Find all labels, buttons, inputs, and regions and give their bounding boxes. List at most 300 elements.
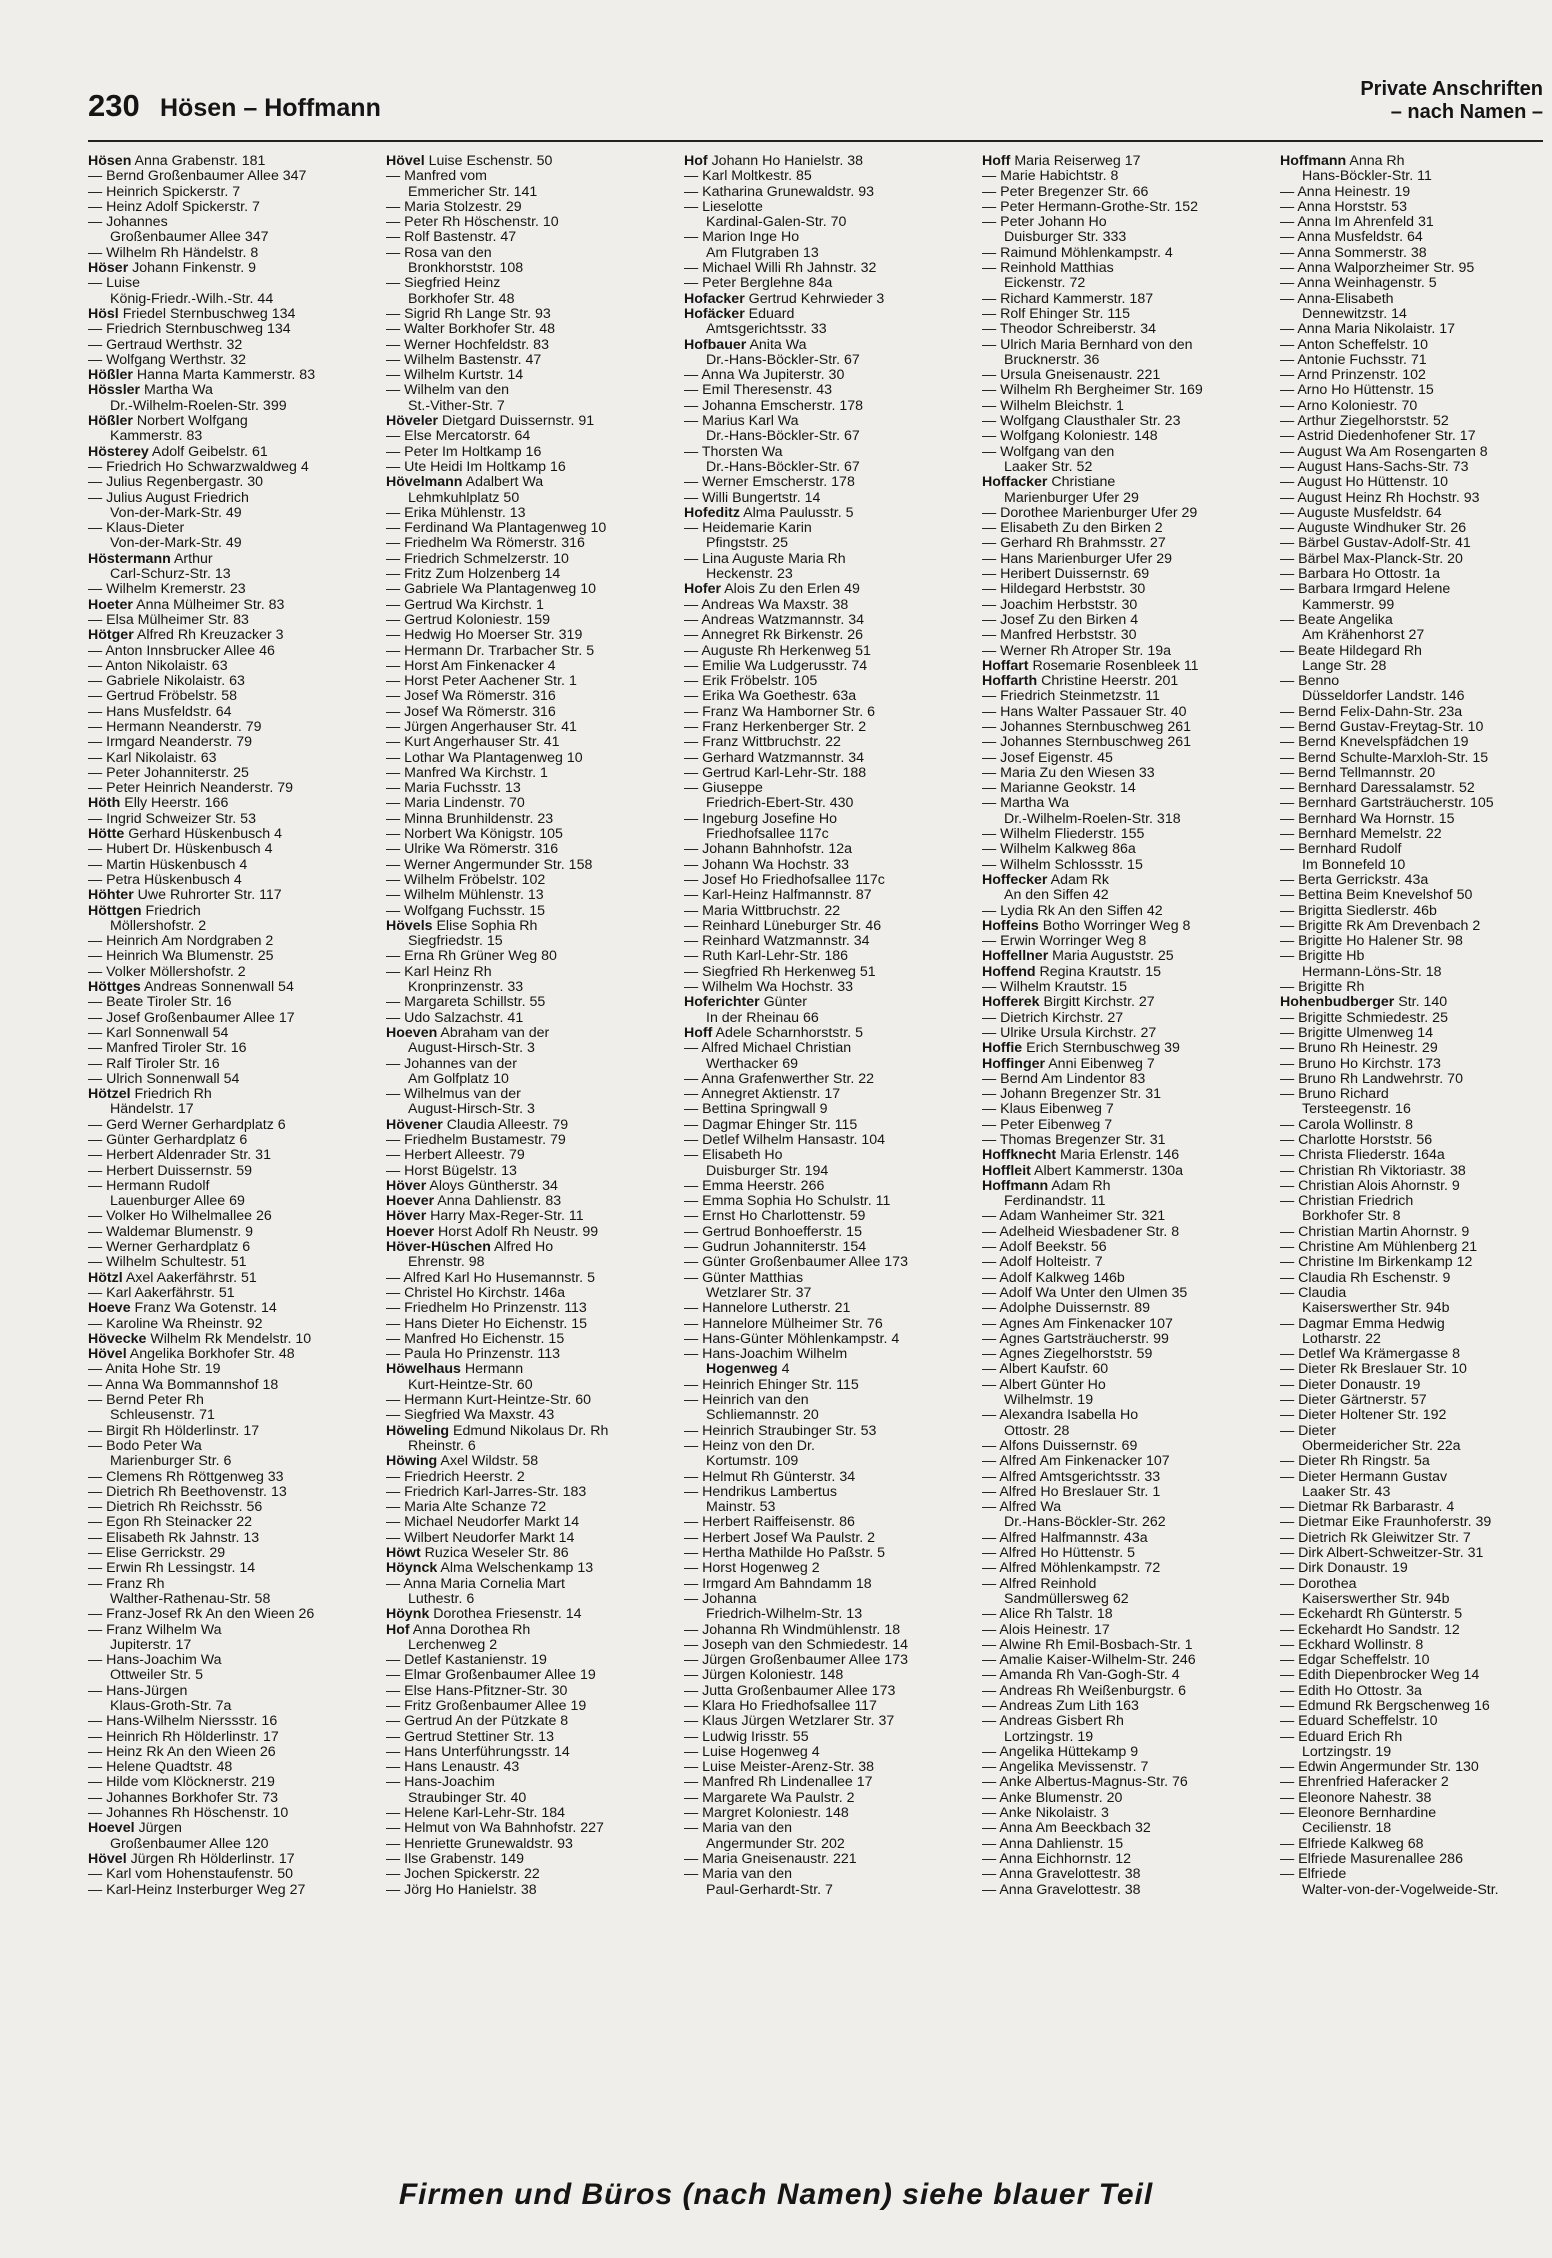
directory-entry: Obermeidericher Str. 22a bbox=[1302, 1438, 1461, 1454]
directory-entry: Möllershofstr. 2 bbox=[110, 918, 207, 934]
directory-entry: — Horst Bügelstr. 13 bbox=[386, 1163, 517, 1179]
directory-entry: — Gabriele Wa Plantagenweg 10 bbox=[386, 582, 597, 598]
directory-entry: Großenbaumer Allee 120 bbox=[110, 1836, 269, 1852]
directory-entry: — Reinhard Lüneburger Str. 46 bbox=[684, 918, 882, 934]
directory-entry: — Bruno Richard bbox=[1280, 1087, 1389, 1103]
directory-entry: — Herbert Raiffeisenstr. 86 bbox=[684, 1515, 855, 1531]
directory-entry: — Hans-Günter Möhlenkampstr. 4 bbox=[684, 1331, 900, 1347]
directory-entry: — Wilhelmus van der bbox=[386, 1087, 521, 1103]
directory-entry: August-Hirsch-Str. 3 bbox=[408, 1041, 535, 1057]
directory-entry: — Lydia Rk An den Siffen 42 bbox=[982, 903, 1163, 919]
directory-entry: Borkhofer Str. 8 bbox=[1302, 1209, 1401, 1225]
directory-entry: — Peter Heinrich Neanderstr. 79 bbox=[88, 781, 294, 797]
directory-entry: — Herbert Duissernstr. 59 bbox=[88, 1163, 253, 1179]
section-label-line-2: – nach Namen – bbox=[1390, 101, 1543, 123]
directory-entry: Bronkhorststr. 108 bbox=[408, 261, 524, 277]
directory-entry: — Henriette Grunewaldstr. 93 bbox=[386, 1836, 573, 1852]
directory-entry: — Alois Heinestr. 17 bbox=[982, 1622, 1110, 1638]
directory-entry: — Agnes Ziegelhorststr. 59 bbox=[982, 1347, 1153, 1363]
directory-entry: — Erwin Worringer Weg 8 bbox=[982, 934, 1147, 950]
directory-entry: — Johannes bbox=[88, 215, 168, 231]
directory-entry: — Volker Möllershofstr. 2 bbox=[88, 964, 246, 980]
directory-entry: Hoffleit Albert Kammerstr. 130a bbox=[982, 1163, 1184, 1179]
directory-entry: Höstermann Arthur bbox=[88, 551, 213, 567]
directory-entry: — Bernd Gustav-Freytag-Str. 10 bbox=[1280, 719, 1484, 735]
directory-entry: — Ruth Karl-Lehr-Str. 186 bbox=[684, 949, 849, 965]
directory-entry: — Thorsten Wa bbox=[684, 444, 783, 460]
directory-entry: — Martha Wa bbox=[982, 796, 1069, 812]
page-title: Hösen – Hoffmann bbox=[160, 94, 381, 122]
directory-entry: — Dagmar Ehinger Str. 115 bbox=[684, 1117, 858, 1133]
directory-entry: Dr.-Hans-Böckler-Str. 67 bbox=[706, 352, 860, 368]
directory-entry: August-Hirsch-Str. 3 bbox=[408, 1102, 535, 1118]
directory-entry: — Bruno Rh Heinestr. 29 bbox=[1280, 1041, 1438, 1057]
directory-entry: Ehrenstr. 98 bbox=[408, 1255, 485, 1271]
directory-entry: Cecilienstr. 18 bbox=[1302, 1821, 1392, 1837]
directory-entry: — Charlotte Horststr. 56 bbox=[1280, 1133, 1433, 1148]
directory-entry: — Lieselotte bbox=[684, 199, 763, 215]
directory-entry: Hoever Horst Adolf Rh Neustr. 99 bbox=[386, 1224, 599, 1240]
directory-entry: Höttgen Friedrich bbox=[88, 903, 201, 919]
directory-entry: — Dieter Donaustr. 19 bbox=[1280, 1377, 1421, 1393]
directory-entry: — Eleonore Nahestr. 38 bbox=[1280, 1790, 1432, 1806]
directory-entry: — Alwine Rh Emil-Bosbach-Str. 1 bbox=[982, 1637, 1193, 1653]
directory-entry: — Werner Gerhardplatz 6 bbox=[88, 1240, 251, 1256]
directory-entry: — Josef Wa Römerstr. 316 bbox=[386, 704, 556, 720]
directory-entry: Walter-von-der-Vogelweide-Str. bbox=[1302, 1882, 1499, 1898]
directory-entry: Paul-Gerhardt-Str. 7 bbox=[706, 1882, 833, 1898]
directory-entry: — Hans-Jürgen bbox=[88, 1683, 188, 1699]
directory-entry: Kammerstr. 99 bbox=[1302, 597, 1395, 613]
directory-entry: — Anna Weinhagenstr. 5 bbox=[1280, 276, 1437, 292]
directory-entry: Tersteegenstr. 16 bbox=[1302, 1102, 1411, 1118]
directory-entry: Hoffart Rosemarie Rosenbleek 11 bbox=[982, 658, 1199, 674]
directory-entry: — Maria Fuchsstr. 13 bbox=[386, 781, 521, 797]
directory-entry: — Brigitte Hb bbox=[1280, 949, 1365, 965]
directory-entry: — Dieter bbox=[1280, 1423, 1336, 1439]
directory-entry: — Erika Mühlenstr. 13 bbox=[386, 505, 526, 521]
directory-entry: Höweling Edmund Nikolaus Dr. Rh bbox=[386, 1423, 609, 1439]
directory-entry: Heckenstr. 23 bbox=[706, 567, 793, 583]
directory-entry: Kardinal-Galen-Str. 70 bbox=[706, 215, 847, 231]
directory-entry: Höttges Andreas Sonnenwall 54 bbox=[88, 980, 294, 996]
directory-entry: — Manfred Ho Eichenstr. 15 bbox=[386, 1331, 565, 1347]
directory-entry: Schleusenstr. 71 bbox=[110, 1408, 215, 1424]
directory-entry: Hoeven Abraham van der bbox=[386, 1025, 550, 1041]
directory-entry: — Anke Blumenstr. 20 bbox=[982, 1790, 1123, 1806]
directory-entry: — Maria Stolzestr. 29 bbox=[386, 199, 522, 215]
directory-entry: — Heinrich Spickerstr. 7 bbox=[88, 184, 241, 200]
directory-entry: — Detlef Wa Krämergasse 8 bbox=[1280, 1347, 1461, 1363]
directory-entry: — Luise Hogenweg 4 bbox=[684, 1744, 820, 1760]
directory-entry: — Auguste Musfeldstr. 64 bbox=[1280, 505, 1442, 521]
directory-entry: Lange Str. 28 bbox=[1302, 658, 1387, 674]
directory-entry: Hohenbudberger Str. 140 bbox=[1280, 995, 1448, 1011]
directory-entry: — Christa Fliederstr. 164a bbox=[1280, 1148, 1445, 1164]
directory-entry: Hötzl Axel Aakerfährstr. 51 bbox=[88, 1270, 257, 1286]
directory-entry: — Ute Heidi Im Holtkamp 16 bbox=[386, 459, 566, 475]
directory-entry: — Anna Walporzheimer Str. 95 bbox=[1280, 261, 1475, 277]
directory-entry: — Franz Herkenberger Str. 2 bbox=[684, 719, 867, 735]
directory-entry: Duisburger Str. 333 bbox=[1004, 230, 1127, 246]
directory-column-3 bbox=[684, 154, 972, 2144]
directory-entry: — Wilhelm Krautstr. 15 bbox=[982, 980, 1128, 996]
directory-entry: — Elfriede Kalkweg 68 bbox=[1280, 1836, 1424, 1852]
directory-entry: — Edmund Rk Bergschenweg 16 bbox=[1280, 1698, 1490, 1714]
directory-entry: — Clemens Rh Röttgenweg 33 bbox=[88, 1469, 284, 1485]
directory-entry: — Horst Am Finkenacker 4 bbox=[386, 658, 556, 674]
directory-entry: — Else Mercatorstr. 64 bbox=[386, 429, 531, 445]
directory-entry: Lortzingstr. 19 bbox=[1302, 1744, 1392, 1760]
directory-entry: — Margareta Schillstr. 55 bbox=[386, 995, 546, 1011]
directory-entry: — Brigitte Ulmenweg 14 bbox=[1280, 1025, 1433, 1041]
directory-entry: — Franz Rh bbox=[88, 1576, 165, 1592]
directory-entry: — Bernhard Rudolf bbox=[1280, 842, 1402, 858]
directory-entry: — Anke Albertus-Magnus-Str. 76 bbox=[982, 1775, 1188, 1791]
directory-entry: — Bernd Tellmannstr. 20 bbox=[1280, 765, 1436, 781]
directory-entry: Hofacker Gertrud Kehrwieder 3 bbox=[684, 291, 885, 307]
directory-entry: — Auguste Rh Herkenweg 51 bbox=[684, 643, 871, 659]
directory-entry: Hoffinger Anni Eibenweg 7 bbox=[982, 1056, 1155, 1072]
directory-entry: — Wilhelm Schultestr. 51 bbox=[88, 1255, 247, 1271]
directory-entry: — Hildegard Herbststr. 30 bbox=[982, 582, 1146, 598]
directory-entry: — Alfred Michael Christian bbox=[684, 1041, 852, 1057]
directory-entry: — Christel Ho Kirchstr. 146a bbox=[386, 1285, 565, 1301]
directory-entry: Hogenweg 4 bbox=[706, 1362, 790, 1378]
directory-entry: — Johann Bahnhofstr. 12a bbox=[684, 842, 853, 858]
directory-entry: — Andreas Zum Lith 163 bbox=[982, 1698, 1139, 1714]
directory-entry: Hövel Angelika Borkhofer Str. 48 bbox=[88, 1347, 295, 1363]
directory-entry: — Michael Neudorfer Markt 14 bbox=[386, 1515, 580, 1531]
directory-entry: — Wilhelm Bleichstr. 1 bbox=[982, 398, 1124, 414]
directory-entry: — Franz Wilhelm Wa bbox=[88, 1622, 222, 1638]
directory-entry: — Eleonore Bernhardine bbox=[1280, 1806, 1437, 1822]
directory-entry: — Josef Eigenstr. 45 bbox=[982, 750, 1113, 766]
directory-entry: — Eckehardt Rh Günterstr. 5 bbox=[1280, 1607, 1463, 1623]
directory-entry: — Bärbel Gustav-Adolf-Str. 41 bbox=[1280, 536, 1471, 552]
directory-entry: — Joseph van den Schmiedestr. 14 bbox=[684, 1637, 908, 1653]
directory-entry: — Bernd Peter Rh bbox=[88, 1393, 204, 1409]
directory-entry: — Siegfried Rh Herkenweg 51 bbox=[684, 964, 876, 980]
directory-entry: — Wilhelm Bastenstr. 47 bbox=[386, 352, 542, 368]
directory-entry: — Gudrun Johanniterstr. 154 bbox=[684, 1240, 867, 1256]
directory-entry: — Fritz Zum Holzenberg 14 bbox=[386, 567, 561, 583]
directory-entry: — Jürgen Angerhauser Str. 41 bbox=[386, 719, 577, 735]
directory-entry: — Bärbel Max-Planck-Str. 20 bbox=[1280, 551, 1463, 567]
directory-entry: — Arno Ho Hüttenstr. 15 bbox=[1280, 383, 1434, 399]
directory-entry: — Ulrich Maria Bernhard von den bbox=[982, 337, 1193, 353]
directory-entry: — Anna Maria Nikolaistr. 17 bbox=[1280, 322, 1456, 338]
directory-entry: — Friedrich Steinmetzstr. 11 bbox=[982, 689, 1160, 705]
directory-entry: — Ingrid Schweizer Str. 53 bbox=[88, 811, 256, 827]
directory-entry: — Dietrich Rh Reichsstr. 56 bbox=[88, 1500, 263, 1516]
directory-entry: — Hans-Wilhelm Nierssstr. 16 bbox=[88, 1714, 278, 1730]
directory-entry: — Anton Innsbrucker Allee 46 bbox=[88, 643, 275, 659]
directory-entry: Hösen Anna Grabenstr. 181 bbox=[88, 154, 266, 169]
directory-entry: — Brigitte Rk Am Drevenbach 2 bbox=[1280, 918, 1481, 934]
directory-entry: Hoffie Erich Sternbuschweg 39 bbox=[982, 1041, 1180, 1057]
directory-entry: — Hans Walter Passauer Str. 40 bbox=[982, 704, 1187, 720]
directory-entry: — Hubert Dr. Hüskenbusch 4 bbox=[88, 842, 273, 858]
directory-entry: — Dieter Hermann Gustav bbox=[1280, 1469, 1448, 1485]
directory-entry: — Hans-Joachim bbox=[386, 1775, 495, 1791]
directory-entry: — Rosa van den bbox=[386, 245, 492, 261]
directory-entry: — Astrid Diedenhofener Str. 17 bbox=[1280, 429, 1476, 445]
directory-entry: — Dorothee Marienburger Ufer 29 bbox=[982, 505, 1198, 521]
directory-entry: Werthacker 69 bbox=[706, 1056, 798, 1072]
directory-entry: — Dietrich Rk Gleiwitzer Str. 7 bbox=[1280, 1530, 1471, 1546]
directory-entry: — Dietrich Kirchstr. 27 bbox=[982, 1010, 1124, 1026]
directory-entry: — Elsa Mülheimer Str. 83 bbox=[88, 612, 249, 628]
directory-entry: Am Krähenhorst 27 bbox=[1302, 628, 1425, 644]
directory-entry: — Christian Alois Ahornstr. 9 bbox=[1280, 1178, 1460, 1194]
directory-entry: Höver-Hüschen Alfred Ho bbox=[386, 1240, 554, 1256]
directory-entry: — Rolf Bastenstr. 47 bbox=[386, 230, 517, 246]
directory-entry: — Adelheid Wiesbadener Str. 8 bbox=[982, 1224, 1180, 1240]
directory-entry: Höwt Ruzica Weseler Str. 86 bbox=[386, 1546, 569, 1562]
directory-entry: Hoffellner Maria Auguststr. 25 bbox=[982, 949, 1174, 965]
directory-entry: Höynck Alma Welschenkamp 13 bbox=[386, 1561, 594, 1577]
directory-entry: Sandmüllersweg 62 bbox=[1004, 1591, 1129, 1607]
directory-entry: — Birgit Rh Hölderlinstr. 17 bbox=[88, 1423, 260, 1439]
directory-entry: — Katharina Grunewaldstr. 93 bbox=[684, 184, 875, 200]
directory-entry: — Christian Friedrich bbox=[1280, 1194, 1414, 1210]
directory-entry: — Wolfgang Werthstr. 32 bbox=[88, 352, 246, 368]
directory-entry: — Arnd Prinzenstr. 102 bbox=[1280, 368, 1426, 384]
directory-entry: — Wolfgang Clausthaler Str. 23 bbox=[982, 414, 1181, 430]
directory-entry: — Josef Ho Friedhofsallee 117c bbox=[684, 872, 885, 888]
directory-entry: Dr.-Hans-Böckler-Str. 67 bbox=[706, 459, 860, 475]
directory-entry: — Hermann Kurt-Heintze-Str. 60 bbox=[386, 1393, 592, 1409]
directory-entry: — Raimund Möhlenkampstr. 4 bbox=[982, 245, 1173, 261]
directory-entry: — Agnes Am Finkenacker 107 bbox=[982, 1316, 1173, 1332]
directory-entry: — Beate Hildegard Rh bbox=[1280, 643, 1422, 659]
directory-entry: — Bernd Felix-Dahn-Str. 23a bbox=[1280, 704, 1463, 720]
directory-entry: — Dieter Gärtnerstr. 57 bbox=[1280, 1393, 1427, 1409]
directory-entry: — Bernd Schulte-Marxloh-Str. 15 bbox=[1280, 750, 1489, 766]
directory-entry: — Johannes Sternbuschweg 261 bbox=[982, 719, 1192, 735]
directory-entry: Hoffmann Adam Rh bbox=[982, 1178, 1111, 1194]
directory-entry: — Karl Heinz Rh bbox=[386, 964, 492, 980]
directory-entry: — Alfred Möhlenkampstr. 72 bbox=[982, 1561, 1161, 1577]
directory-entry: — Heinz Rk An den Wieen 26 bbox=[88, 1744, 276, 1760]
directory-entry: — Johann Wa Hochstr. 33 bbox=[684, 857, 850, 873]
directory-entry: — Alfred Am Finkenacker 107 bbox=[982, 1454, 1170, 1470]
directory-entry: — Margret Koloniestr. 148 bbox=[684, 1806, 849, 1822]
directory-entry: — Hans Lenaustr. 43 bbox=[386, 1760, 520, 1776]
directory-entry: Amtsgerichtsstr. 33 bbox=[706, 322, 827, 338]
directory-entry: — Fritz Großenbaumer Allee 19 bbox=[386, 1698, 587, 1714]
directory-entry: — Auguste Windhuker Str. 26 bbox=[1280, 521, 1467, 537]
directory-entry: — Wilhelm Schlossstr. 15 bbox=[982, 857, 1143, 873]
directory-entry: Düsseldorfer Landstr. 146 bbox=[1302, 689, 1465, 705]
directory-entry: Hof Johann Ho Hanielstr. 38 bbox=[684, 154, 864, 169]
directory-entry: — Franz Wittbruchstr. 22 bbox=[684, 735, 841, 751]
directory-entry: Hößler Hanna Marta Kammerstr. 83 bbox=[88, 368, 316, 384]
directory-entry: Hoffmann Anna Rh bbox=[1280, 154, 1405, 169]
directory-entry: — Bernhard Memelstr. 22 bbox=[1280, 827, 1442, 843]
directory-entry: — Hermann Rudolf bbox=[88, 1178, 210, 1194]
directory-entry: — August Wa Am Rosengarten 8 bbox=[1280, 444, 1488, 460]
directory-entry: — Bodo Peter Wa bbox=[88, 1438, 202, 1454]
directory-entry: Im Bonnefeld 10 bbox=[1302, 857, 1406, 873]
directory-entry: Hofbauer Anita Wa bbox=[684, 337, 807, 353]
directory-entry: Hofeditz Alma Paulusstr. 5 bbox=[684, 505, 854, 521]
directory-entry: — Anna Sommerstr. 38 bbox=[1280, 245, 1427, 261]
directory-entry: — Elise Gerrickstr. 29 bbox=[88, 1546, 226, 1562]
directory-entry: — Wilhelm van den bbox=[386, 383, 510, 399]
directory-entry: — Beate Tiroler Str. 16 bbox=[88, 995, 232, 1011]
directory-entry: — Agnes Gartsträucherstr. 99 bbox=[982, 1331, 1169, 1347]
directory-entry: — Klaus Eibenweg 7 bbox=[982, 1102, 1114, 1118]
directory-entry: — Erika Wa Goethestr. 63a bbox=[684, 689, 857, 705]
directory-entry: — Eduard Erich Rh bbox=[1280, 1729, 1403, 1745]
directory-entry: Wetzlarer Str. 37 bbox=[706, 1285, 812, 1301]
directory-entry: — Klaus-Dieter bbox=[88, 521, 185, 537]
directory-entry: — Werner Emscherstr. 178 bbox=[684, 475, 855, 491]
directory-entry: — Anna-Elisabeth bbox=[1280, 291, 1394, 307]
directory-entry: — Hedwig Ho Moerser Str. 319 bbox=[386, 628, 583, 644]
directory-entry: Ferdinandstr. 11 bbox=[1004, 1194, 1106, 1210]
directory-entry: Dennewitzstr. 14 bbox=[1302, 306, 1407, 322]
directory-entry: — Else Hans-Pfitzner-Str. 30 bbox=[386, 1683, 568, 1699]
directory-entry: — Edith Diepenbrocker Weg 14 bbox=[1280, 1668, 1480, 1684]
directory-entry: — Bruno Ho Kirchstr. 173 bbox=[1280, 1056, 1441, 1072]
directory-entry: Laaker Str. 52 bbox=[1004, 459, 1093, 475]
directory-entry: — Kurt Angerhauser Str. 41 bbox=[386, 735, 560, 751]
directory-entry: — Detlef Wilhelm Hansastr. 104 bbox=[684, 1133, 886, 1148]
directory-entry: Friedhofsallee 117c bbox=[706, 827, 829, 843]
directory-entry: — Eckehardt Ho Sandstr. 12 bbox=[1280, 1622, 1460, 1638]
directory-entry: — Herbert Josef Wa Paulstr. 2 bbox=[684, 1530, 876, 1546]
directory-entry: König-Friedr.-Wilh.-Str. 44 bbox=[110, 291, 274, 307]
directory-entry: Hofäcker Eduard bbox=[684, 306, 795, 322]
directory-entry: — Wolfgang Koloniestr. 148 bbox=[982, 429, 1158, 445]
directory-entry: — Werner Rh Atroper Str. 19a bbox=[982, 643, 1171, 659]
directory-entry: — Wilhelm Rh Händelstr. 8 bbox=[88, 245, 259, 261]
directory-entry: Höth Elly Heerstr. 166 bbox=[88, 796, 229, 812]
directory-entry: — Helmut von Wa Bahnhofstr. 227 bbox=[386, 1821, 604, 1837]
directory-entry: — Siegfried Wa Maxstr. 43 bbox=[386, 1408, 555, 1424]
directory-entry: — Barbara Ho Ottostr. 1a bbox=[1280, 567, 1441, 583]
directory-entry: — Arno Koloniestr. 70 bbox=[1280, 398, 1418, 414]
directory-entry: — Christian Rh Viktoriastr. 38 bbox=[1280, 1163, 1466, 1179]
directory-column-5 bbox=[1280, 154, 1543, 2144]
directory-entry: Höveler Dietgard Duissernstr. 91 bbox=[386, 414, 595, 430]
directory-entry: — Jürgen Koloniestr. 148 bbox=[684, 1668, 844, 1684]
directory-entry: — Horst Hogenweg 2 bbox=[684, 1561, 820, 1577]
directory-entry: Emmericher Str. 141 bbox=[408, 184, 538, 200]
directory-entry: — Manfred vom bbox=[386, 169, 487, 185]
directory-entry: — Brigitte Rh bbox=[1280, 980, 1365, 996]
directory-entry: — Bernd Am Lindentor 83 bbox=[982, 1071, 1146, 1087]
directory-entry: — Michael Willi Rh Jahnstr. 32 bbox=[684, 261, 877, 277]
directory-entry: — Marius Karl Wa bbox=[684, 414, 799, 430]
directory-entry: Siegfriedstr. 15 bbox=[408, 934, 503, 950]
directory-entry: — Helene Quadtstr. 48 bbox=[88, 1760, 233, 1776]
directory-entry: — Emma Heerstr. 266 bbox=[684, 1178, 825, 1194]
directory-entry: — Anna Am Beeckbach 32 bbox=[982, 1821, 1151, 1837]
directory-entry: Kronprinzenstr. 33 bbox=[408, 980, 524, 996]
directory-entry: Jupiterstr. 17 bbox=[110, 1637, 192, 1653]
directory-entry: — Elmar Großenbaumer Allee 19 bbox=[386, 1668, 596, 1684]
directory-entry: Kortumstr. 109 bbox=[706, 1454, 799, 1470]
directory-entry: Hötzel Friedrich Rh bbox=[88, 1087, 212, 1103]
directory-entry: — Gertrud Stettiner Str. 13 bbox=[386, 1729, 554, 1745]
directory-entry: — Anna Heinestr. 19 bbox=[1280, 184, 1411, 200]
directory-entry: — Gertrud Karl-Lehr-Str. 188 bbox=[684, 765, 867, 781]
directory-entry: — Willi Bungertstr. 14 bbox=[684, 490, 821, 506]
directory-entry: Hösterey Adolf Geibelstr. 61 bbox=[88, 444, 268, 460]
directory-entry: — Walter Borkhofer Str. 48 bbox=[386, 322, 555, 338]
directory-entry: — Anke Nikolaistr. 3 bbox=[982, 1806, 1109, 1822]
directory-entry: Lerchenweg 2 bbox=[408, 1637, 498, 1653]
directory-entry: — Klaus Jürgen Wetzlarer Str. 37 bbox=[684, 1714, 895, 1730]
directory-entry: — Peter Eibenweg 7 bbox=[982, 1117, 1113, 1133]
directory-entry: — Herbert Alleestr. 79 bbox=[386, 1148, 525, 1164]
directory-entry: — Karl vom Hohenstaufenstr. 50 bbox=[88, 1867, 294, 1883]
directory-entry: — Benno bbox=[1280, 674, 1340, 690]
directory-entry: — Friedhelm Wa Römerstr. 316 bbox=[386, 536, 585, 552]
directory-entry: — Thomas Bregenzer Str. 31 bbox=[982, 1133, 1166, 1148]
directory-entry: Duisburger Str. 194 bbox=[706, 1163, 829, 1179]
directory-entry: Hövels Elise Sophia Rh bbox=[386, 918, 538, 934]
directory-entry: — Bernhard Gartsträucherstr. 105 bbox=[1280, 796, 1494, 812]
directory-entry: — Bernd Knevelspfädchen 19 bbox=[1280, 735, 1469, 751]
directory-entry: — Brigitta Siedlerstr. 46b bbox=[1280, 903, 1437, 919]
directory-entry: — Richard Kammerstr. 187 bbox=[982, 291, 1154, 307]
directory-entry: — Friedrich Schmelzerstr. 10 bbox=[386, 551, 569, 567]
directory-entry: — Helmut Rh Günterstr. 34 bbox=[684, 1469, 856, 1485]
directory-entry: — Adolphe Duissernstr. 89 bbox=[982, 1301, 1150, 1317]
directory-entry: — Amanda Rh Van-Gogh-Str. 4 bbox=[982, 1668, 1180, 1684]
directory-entry: — Heinrich van den bbox=[684, 1393, 809, 1409]
directory-entry: — August Heinz Rh Hochstr. 93 bbox=[1280, 490, 1480, 506]
directory-entry: — Hermann Neanderstr. 79 bbox=[88, 719, 262, 735]
directory-entry: — Bettina Beim Knevelshof 50 bbox=[1280, 888, 1473, 904]
directory-entry: — Anita Hohe Str. 19 bbox=[88, 1362, 221, 1378]
directory-entry: — Heinrich Ehinger Str. 115 bbox=[684, 1377, 859, 1393]
directory-entry: — Ilse Grabenstr. 149 bbox=[386, 1851, 525, 1867]
directory-entry: — Joachim Herbststr. 30 bbox=[982, 597, 1138, 613]
directory-entry: — Antonie Fuchsstr. 71 bbox=[1280, 352, 1427, 368]
directory-entry: — Josef Zu den Birken 4 bbox=[982, 612, 1139, 628]
directory-entry: Laaker Str. 43 bbox=[1302, 1484, 1391, 1500]
directory-entry: — Emil Theresenstr. 43 bbox=[684, 383, 832, 399]
directory-entry: — Anton Scheffelstr. 10 bbox=[1280, 337, 1429, 353]
directory-entry: Hans-Böckler-Str. 11 bbox=[1302, 169, 1432, 185]
directory-entry: Hoeve Franz Wa Gotenstr. 14 bbox=[88, 1301, 277, 1317]
directory-entry: — Friedhelm Ho Prinzenstr. 113 bbox=[386, 1301, 587, 1317]
directory-entry: — Peter Johann Ho bbox=[982, 215, 1107, 231]
directory-entry: — Erna Rh Grüner Weg 80 bbox=[386, 949, 557, 965]
directory-entry: — Wilbert Neudorfer Markt 14 bbox=[386, 1530, 575, 1546]
directory-entry: Hövel Luise Eschenstr. 50 bbox=[386, 154, 553, 169]
directory-entry: — Karl Aakerfährstr. 51 bbox=[88, 1285, 235, 1301]
directory-entry: Dr.-Hans-Böckler-Str. 67 bbox=[706, 429, 860, 445]
directory-entry: Hötte Gerhard Hüskenbusch 4 bbox=[88, 827, 282, 843]
directory-entry: — Annegret Aktienstr. 17 bbox=[684, 1087, 841, 1103]
directory-entry: — Wilhelm Wa Hochstr. 33 bbox=[684, 980, 853, 996]
directory-entry: Höver Harry Max-Reger-Str. 11 bbox=[386, 1209, 584, 1225]
directory-entry: Höwing Axel Wildstr. 58 bbox=[386, 1454, 539, 1470]
directory-entry: — Erwin Rh Lessingstr. 14 bbox=[88, 1561, 256, 1577]
directory-entry: Von-der-Mark-Str. 49 bbox=[110, 536, 242, 552]
directory-entry: Dr.-Wilhelm-Roelen-Str. 318 bbox=[1004, 811, 1181, 827]
directory-entry: — Franz-Josef Rk An den Wieen 26 bbox=[88, 1607, 315, 1623]
directory-entry: — Maria Alte Schanze 72 bbox=[386, 1500, 547, 1516]
header-rule bbox=[88, 140, 1543, 142]
